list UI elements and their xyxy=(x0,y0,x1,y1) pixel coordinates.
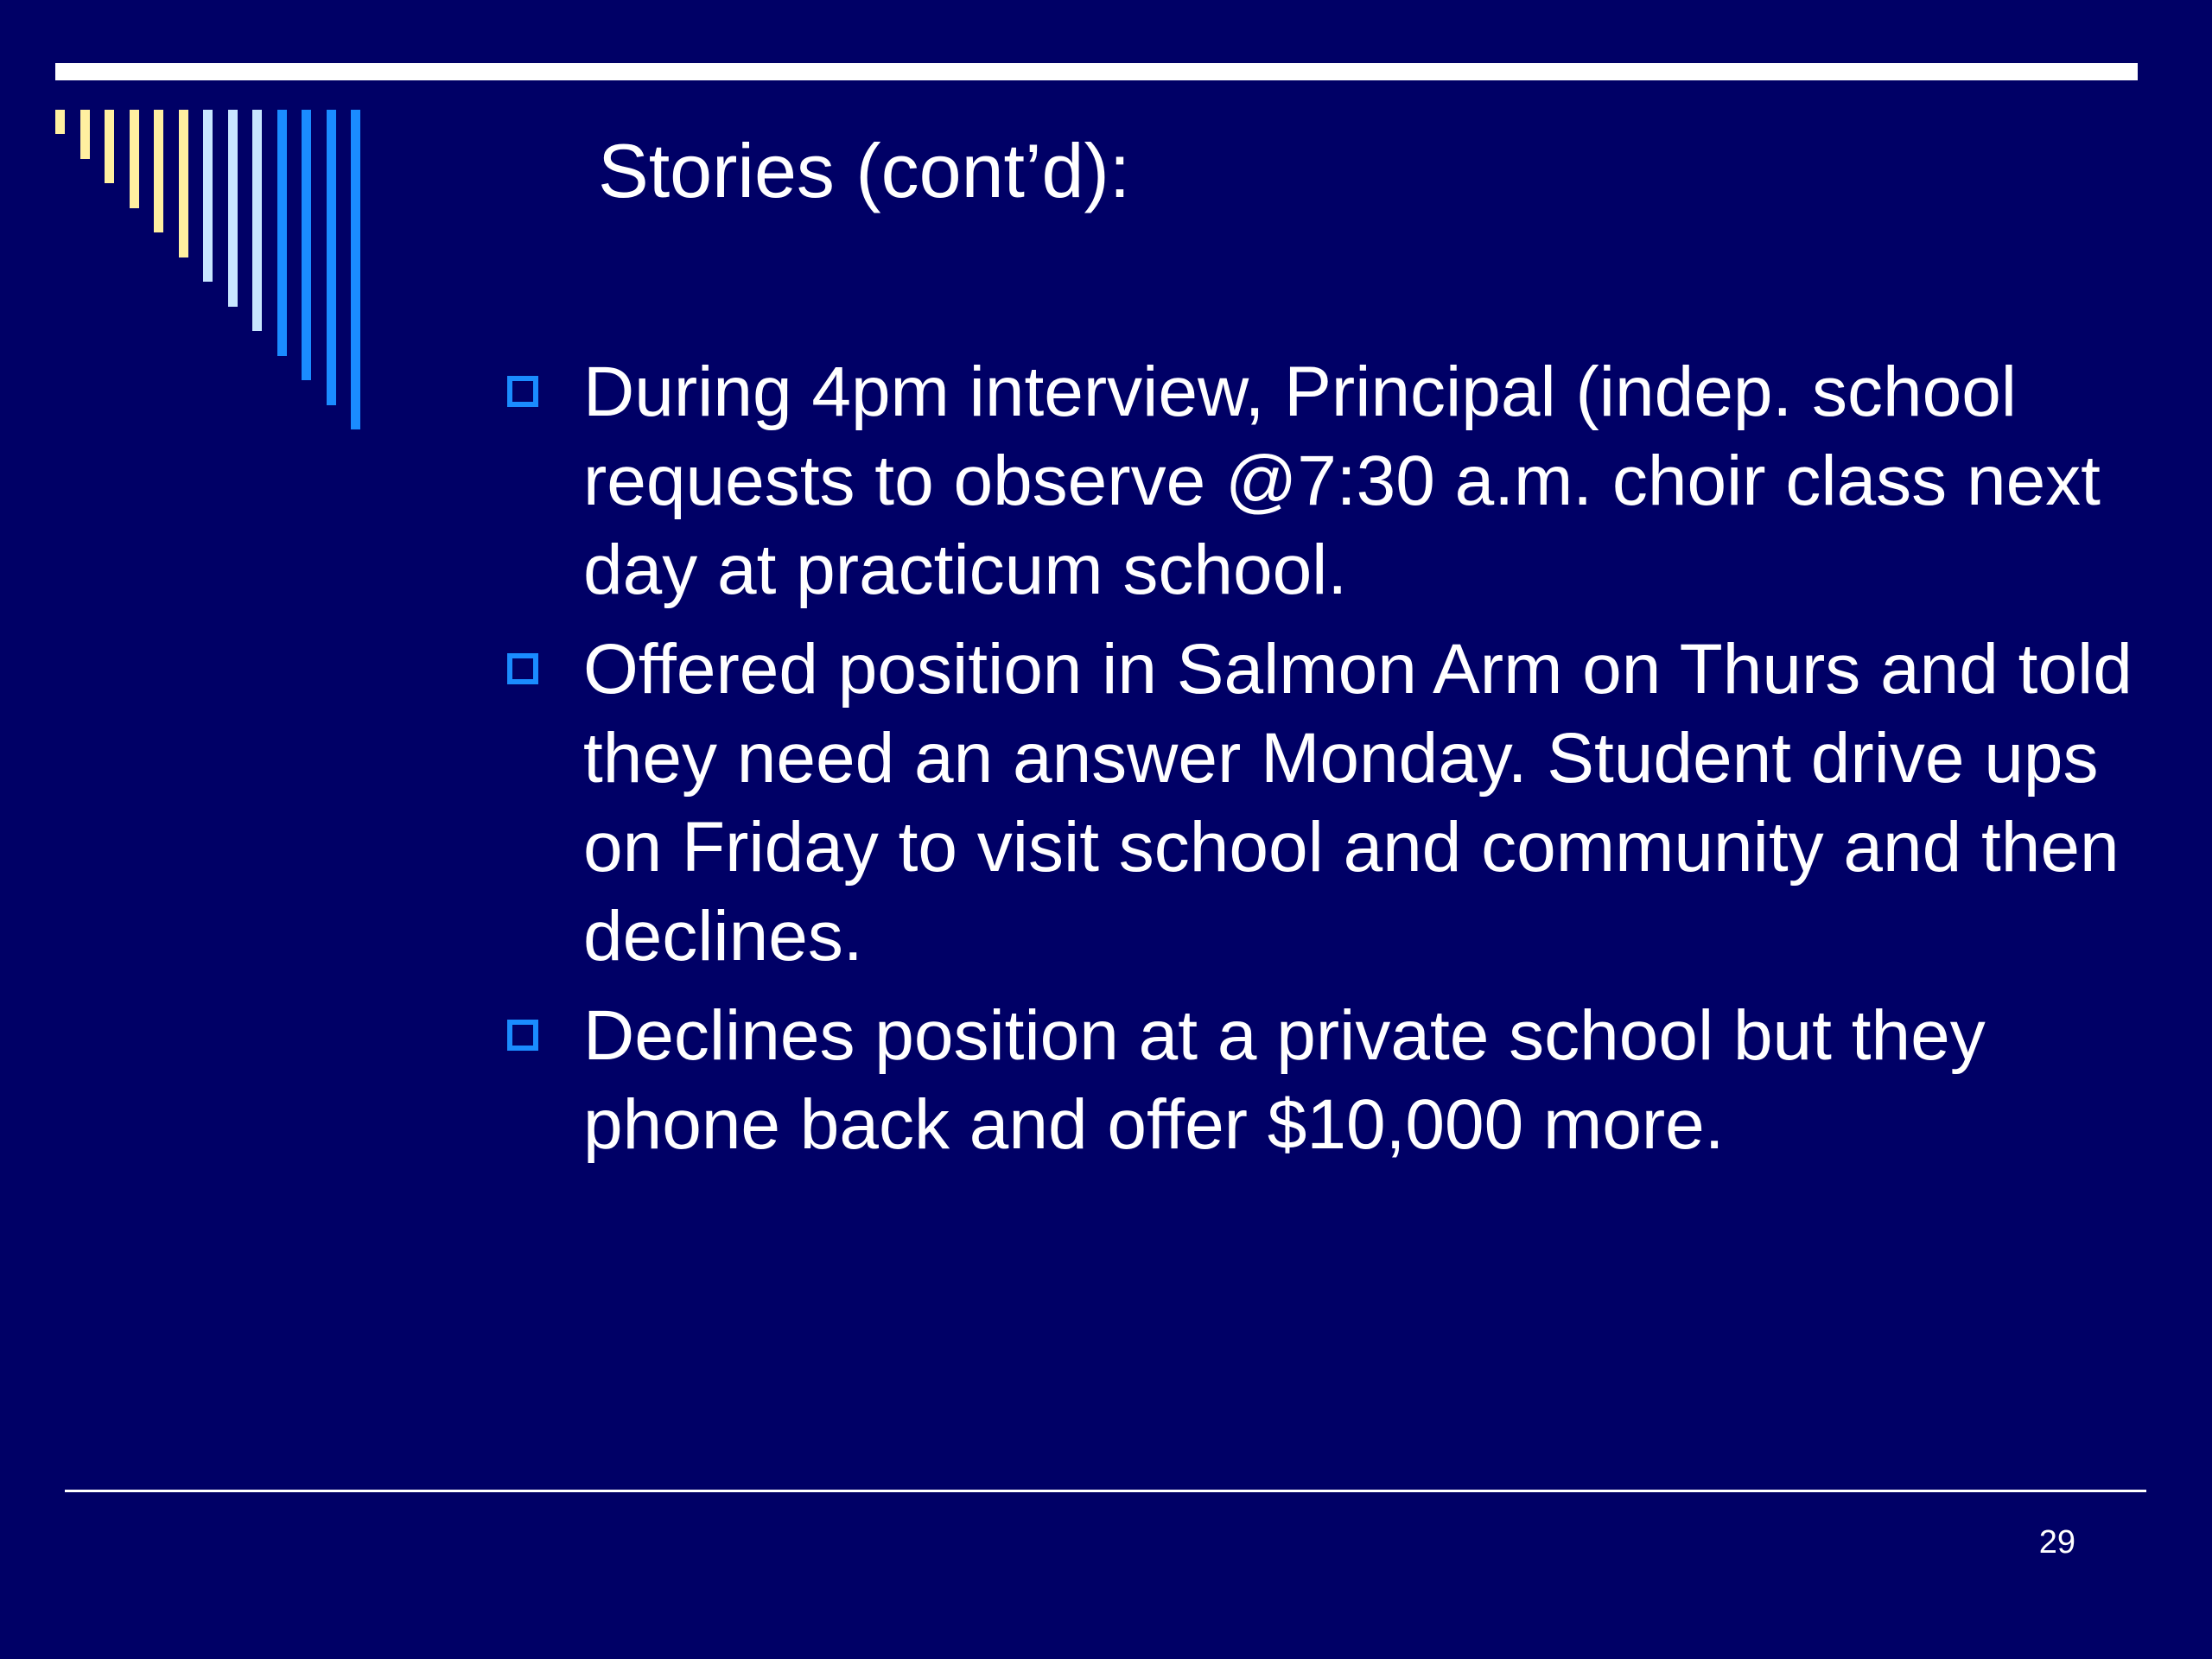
slide-title: Stories (cont’d): xyxy=(598,128,1131,213)
bullet-item xyxy=(503,347,2162,614)
bullet-text: During 4pm interview, Principal (indep. school requests to observe @7:30 a.m. choir class next day at practicum school. xyxy=(583,353,2101,609)
square-bullet-icon xyxy=(507,1020,538,1051)
decorative-bar xyxy=(154,110,163,232)
decorative-bar xyxy=(80,110,90,159)
decorative-bar xyxy=(252,110,262,331)
decorative-bar xyxy=(55,110,65,134)
decorative-bar xyxy=(130,110,139,208)
bottom-divider-line xyxy=(65,1490,2146,1492)
square-bullet-icon xyxy=(507,653,538,684)
decorative-bar xyxy=(327,110,336,405)
bullet-list xyxy=(503,347,2162,1179)
decorative-bar xyxy=(228,110,238,307)
decorative-bar xyxy=(277,110,287,356)
slide-number: 29 xyxy=(2038,1524,2075,1560)
bullet-item xyxy=(503,991,2162,1169)
bullet-text: Offered position in Salmon Arm on Thurs and told they need an answer Monday. Student drive ups on Friday to visit school and community and then declines. xyxy=(583,630,2133,976)
bullet-item xyxy=(503,625,2162,981)
bullet-text: Declines position at a private school but they phone back and offer $10,000 more. xyxy=(583,996,1986,1164)
decorative-bar xyxy=(302,110,311,380)
square-bullet-icon xyxy=(507,376,538,407)
decorative-bar xyxy=(179,110,188,257)
decorative-bar xyxy=(105,110,114,183)
decorative-bar xyxy=(351,110,360,429)
top-divider-line xyxy=(55,63,2138,80)
decorative-bar xyxy=(203,110,213,282)
